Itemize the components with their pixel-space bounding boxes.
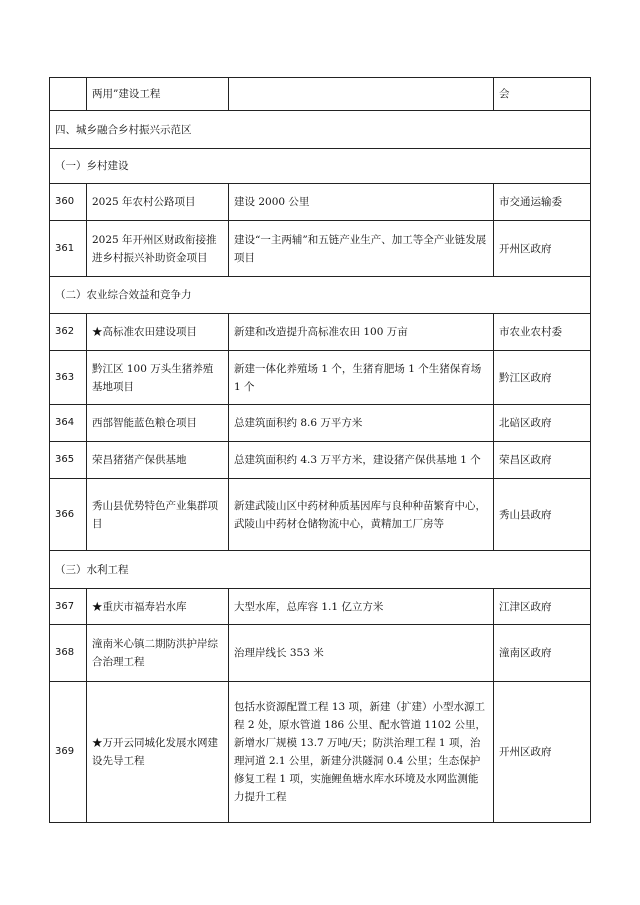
responsible-unit: 秀山县政府 (494, 479, 591, 551)
table-row (50, 405, 591, 442)
responsible-unit: 江津区政府 (494, 589, 591, 625)
responsible-unit: 市农业农村委 (494, 314, 591, 351)
project-content: 新建武陵山区中药材种质基因库与良种种苗繁育中心，武陵山中药材仓储物流中心，黄精加工厂房等 (229, 479, 494, 551)
project-name: ★万开云同城化发展水网建设先导工程 (87, 682, 229, 823)
project-name: 黔江区 100 万头生猪养殖基地项目 (87, 351, 229, 405)
table-row (50, 442, 591, 479)
project-name: 秀山县优势特色产业集群项目 (87, 479, 229, 551)
responsible-unit: 开州区政府 (494, 682, 591, 823)
responsible-unit: 北碚区政府 (494, 405, 591, 442)
table-row (50, 682, 591, 823)
row-number: 362 (50, 314, 87, 351)
row-number (50, 78, 87, 111)
project-table (49, 77, 591, 823)
row-number: 361 (50, 221, 87, 277)
row-number: 360 (50, 184, 87, 221)
project-content: 总建筑面积约 8.6 万平方米 (229, 405, 494, 442)
project-name: 2025 年农村公路项目 (87, 184, 229, 221)
row-number: 366 (50, 479, 87, 551)
project-content (229, 78, 494, 111)
responsible-unit: 开州区政府 (494, 221, 591, 277)
section-row (50, 551, 591, 589)
project-name: ★重庆市福寿岩水库 (87, 589, 229, 625)
row-number: 365 (50, 442, 87, 479)
project-name: 荣昌猪猪产保供基地 (87, 442, 229, 479)
table-row (50, 78, 591, 111)
section-row (50, 277, 591, 314)
project-content: 大型水库，总库容 1.1 亿立方米 (229, 589, 494, 625)
section-row (50, 111, 591, 149)
table-row (50, 314, 591, 351)
responsible-unit: 荣昌区政府 (494, 442, 591, 479)
table-row (50, 589, 591, 625)
table-row (50, 479, 591, 551)
table-row (50, 184, 591, 221)
project-name: 西部智能蓝色粮仓项目 (87, 405, 229, 442)
project-content: 治理岸线长 353 米 (229, 625, 494, 682)
section-heading: （二）农业综合效益和竞争力 (50, 277, 591, 314)
section-heading: （一）乡村建设 (50, 149, 591, 184)
section-row (50, 149, 591, 184)
table-row (50, 625, 591, 682)
responsible-unit: 黔江区政府 (494, 351, 591, 405)
project-content: 总建筑面积约 4.3 万平方米，建设猪产保供基地 1 个 (229, 442, 494, 479)
table-row (50, 221, 591, 277)
section-heading: 四、城乡融合乡村振兴示范区 (50, 111, 591, 149)
responsible-unit: 潼南区政府 (494, 625, 591, 682)
section-heading: （三）水利工程 (50, 551, 591, 589)
project-name: 潼南米心镇二期防洪护岸综合治理工程 (87, 625, 229, 682)
project-name: ★高标准农田建设项目 (87, 314, 229, 351)
responsible-unit: 会 (494, 78, 591, 111)
table-row (50, 351, 591, 405)
row-number: 367 (50, 589, 87, 625)
row-number: 363 (50, 351, 87, 405)
row-number: 369 (50, 682, 87, 823)
row-number: 368 (50, 625, 87, 682)
project-content: 建设“一主两辅”和五链产业生产、加工等全产业链发展项目 (229, 221, 494, 277)
project-content: 新建一体化养殖场 1 个，生猪育肥场 1 个生猪保育场 1 个 (229, 351, 494, 405)
project-content: 新建和改造提升高标准农田 100 万亩 (229, 314, 494, 351)
row-number: 364 (50, 405, 87, 442)
project-name: 两用”建设工程 (87, 78, 229, 111)
project-name: 2025 年开州区财政衔接推进乡村振兴补助资金项目 (87, 221, 229, 277)
project-content: 建设 2000 公里 (229, 184, 494, 221)
responsible-unit: 市交通运输委 (494, 184, 591, 221)
project-content: 包括水资源配置工程 13 项，新建（扩建）小型水源工程 2 处，原水管道 186 公里、配水管道 1102 公里，新增水厂规模 13.7 万吨/天；防洪治理工程 1 项，治理河道 2.1 公里，新建分洪隧洞 0.4 公里；生态保护修复工程 1 项，实施鲤鱼塘水库水环境及水网监测能力提升工程 (229, 682, 494, 823)
